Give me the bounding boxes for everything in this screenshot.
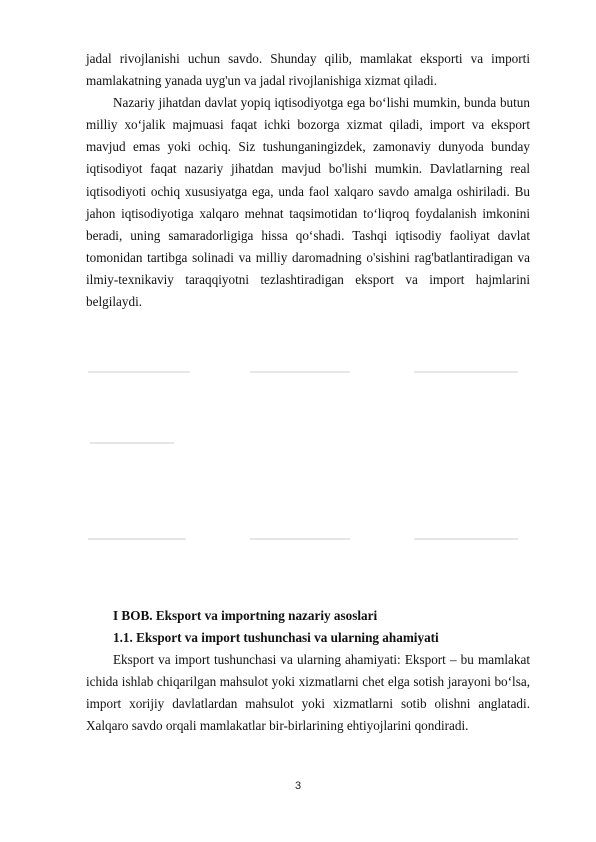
watermark-line (88, 371, 190, 373)
page-number: 3 (294, 780, 302, 792)
section-heading: 1.1. Eksport va import tushunchasi va ularning ahamiyati (113, 630, 439, 646)
watermark-line (414, 538, 518, 540)
watermark-line (90, 442, 174, 444)
section-paragraph: Eksport va import tushunchasi va ularning ahamiyati: Eksport – bu mamlakat ichida ishlab chiqarilgan mahsulot yoki xizmatlarni chet elga sotish jarayoni bo‘lsa, import xorijiy davlatlardan mahsulot yoki xizmatlarni sotib olishni anglatadi. Xalqaro savdo orqali mamlakatlar bir-birlarining ehtiyojlarini qondiradi. (86, 652, 530, 734)
watermark-line (88, 538, 186, 540)
chapter-heading: I BOB. Eksport va importning nazariy asoslari (113, 608, 378, 623)
watermark-line (250, 371, 350, 373)
theory-paragraph: Nazariy jihatdan davlat yopiq iqtisodiyotga ega bo‘lishi mumkin, bunda butun milliy xo‘jalik majmuasi faqat ichki bozorga xizmat qiladi, import va eksport mavjud emas yoki ochiq. Siz tushunganingizdek, zamonaviy dunyoda bunday iqtisodiyot faqat nazariy jihatdan mavjud bo'lishi mumkin. Davlatlarning real iqtisodiyoti ochiq xususiyatga ega, unda faol xalqaro savdo amalga oshiriladi. Bu jahon iqtisodiyotiga xalqaro mehnat taqsimotidan to‘liqroq foydalanish imkonini beradi, uning samaradorligiga hissa qo‘shadi. Tashqi iqtisodiy faoliyat davlat tomonidan tartibga solinadi va milliy daromadning o'sishini rag'batlantiradigan va ilmiy-texnikaviy taraqqiyotni tezlashtiradigan eksport va import hajmlarini belgilaydi. (86, 95, 530, 310)
bottom-text-block (86, 605, 530, 738)
watermark-line (414, 371, 518, 373)
watermark-line (250, 538, 350, 540)
intro-paragraph: jadal rivojlanishi uchun savdo. Shunday qilib, mamlakat eksporti va importi mamlakatning yanada uyg'un va jadal rivojlanishiga xizmat qiladi. (86, 51, 530, 89)
top-text-block (86, 48, 530, 313)
